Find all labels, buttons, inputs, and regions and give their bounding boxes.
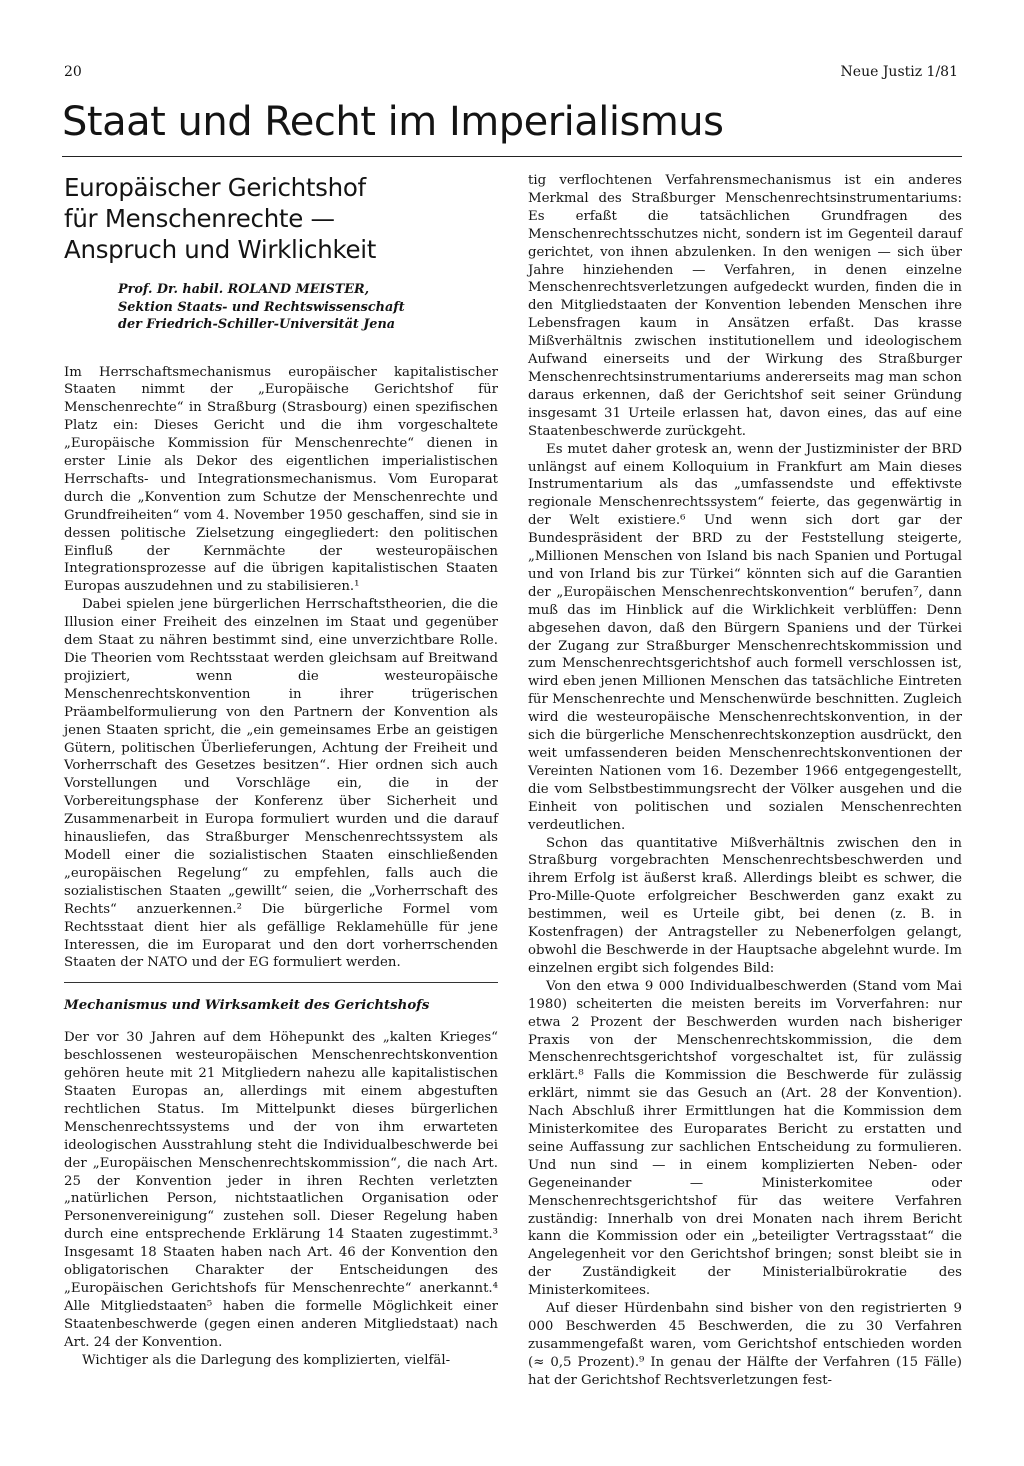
article-title-line: Europäischer Gerichtshof	[64, 173, 366, 202]
author-block	[118, 281, 498, 334]
page-number: 20	[64, 64, 82, 80]
subheading: Mechanismus und Wirksamkeit des Gerichtshofs	[64, 998, 430, 1014]
article-title	[64, 172, 498, 265]
author-affiliation: Sektion Staats- und Rechtswissenschaft	[118, 299, 405, 315]
paragraph: tig verflochtenen Verfahrensmechanismus ist ein anderes Merkmal des Straßburger Menschenrechtsinstrumentariums: Es erfaßt die tatsächlichen Grundfragen des Menschenrechtsschutzes nicht, sondern ist im Gegenteil darauf gerichtet, von ihnen abzulenken. In den wenigen — sich über Jahre hinziehenden — Verfahren, in denen einzelne Menschenrechtsverletzungen aufgedeckt wurden, finden die in den Mitgliedstaaten der Konvention lebenden Menschen ihre Lebensfragen kaum in Ansätzen erfaßt. Das krasse Mißverhältnis zwischen institutionellem und ideologischem Aufwand einerseits und der Wirkung des Straßburger Menschenrechtsinstrumentariums andererseits mag man schon daraus erkennen, daß der Gerichtshof seit seiner Gründung insgesamt 31 Urteile erlassen hat, davon eines, das auf eine Staatenbeschwerde zurückgeht.	[528, 173, 962, 439]
subheading-rule	[64, 982, 498, 983]
left-column	[64, 172, 498, 1370]
header-rule	[62, 156, 962, 157]
article-title-line: für Menschenrechte —	[64, 204, 335, 233]
author-university: der Friedrich-Schiller-Universität Jena	[118, 317, 396, 332]
paragraph: Im Herrschaftsmechanismus europäischer kapitalistischer Staaten nimmt der „Europäische Gerichtshof für Menschenrechte“ in Straßburg (Strasbourg) einen spezifischen Platz ein: Dieses Gericht und die ihm vorgeschaltete „Europäische Kommission für Menschenrechte“ dienen in erster Linie als Dekor des eigentlichen imperialistischen Herrschafts- und Integrationsmechanismus. Vom Europarat durch die „Konvention zum Schutze der Menschenrechte und Grundfreiheiten“ vom 4. November 1950 geschaffen, sind sie in dessen politische Zielsetzung eingegliedert: den politischen Einfluß der Kernmächte der westeuropäischen Integrationsprozesse auf die übrigen kapitalistischen Staaten Europas auszudehnen und zu stabilisieren.¹	[64, 364, 498, 595]
paragraph: Schon das quantitative Mißverhältnis zwischen den in Straßburg vorgebrachten Menschenrechtsbeschwerden und ihrem Erfolg ist äußerst kraß. Allerdings bleibt es schwer, die Pro-Mille-Quote erfolgreicher Beschwerden ganz exakt zu bestimmen, weil es Urteile gibt, bei denen (z. B. in Kostenfragen) der Antragsteller zu Nebenerfolgen gelangt, obwohl die Beschwerde in der Hauptsache abgelehnt wurde. Im einzelnen ergibt sich folgendes Bild:	[528, 835, 962, 976]
paragraph: Es mutet daher grotesk an, wenn der Justizminister der BRD unlängst auf einem Kolloquium in Frankfurt am Main dieses Instrumentarium als das „umfassendste und effektivste regionale Menschenrechtssystem“ feierte, das gegenwärtig in der Welt existiere.⁶ Und wenn sich dort gar der Bundespräsident der BRD zu der Feststellung steigerte, „Millionen Menschen von Island bis nach Spanien und Portugal und von Irland bis zur Türkei“ könnten sich auf die Garantien der „Europäischen Menschenrechtskonvention“ berufen⁷, dann muß das im Hinblick auf die Wirklichkeit verblüffen: Denn abgesehen davon, daß den Bürgern Spaniens und der Türkei der Zugang zur Straßburger Menschenrechtskommission und zum Menschenrechtsgerichtshof auch formell verschlossen ist, wird eben jenen Millionen Menschen das tatsächliche Eintreten für Menschenrechte und Menschenwürde beschnitten. Zugleich wird die westeuropäische Menschenrechtskonvention, in der sich die bürgerliche Menschenrechtskonzeption ausdrückt, den weit umfassenderen beiden Menschenrechtskonventionen der Vereinten Nationen vom 16. Dezember 1966 entgegengestellt, die vom Selbstbestimmungsrecht der Völker ausgehen und die Einheit von politischen und sozialen Menschenrechten verdeutlichen.	[528, 441, 962, 833]
paragraph: Wichtiger als die Darlegung des komplizierten, vielfäl-	[82, 1352, 451, 1368]
author-name: Prof. Dr. habil. ROLAND MEISTER,	[118, 282, 370, 297]
paragraph: Auf dieser Hürdenbahn sind bisher von den registrierten 9 000 Beschwerden 45 Beschwerden, die zu 30 Verfahren zusammengefaßt waren, vom Gerichtshof entschieden worden (≈ 0,5 Prozent).⁹ In genau der Hälfte der Verfahren (15 Fälle) hat der Gerichtshof Rechtsverletzungen fest-	[528, 1301, 962, 1388]
paragraph: Dabei spielen jene bürgerlichen Herrschaftstheorien, die die Illusion einer Freiheit des einzelnen im Staat und gegenüber dem Staat zu nähren bestimmt sind, eine unverzichtbare Rolle. Die Theorien vom Rechtsstaat werden gleichsam auf Breitwand projiziert, wenn die westeuropäische Menschenrechtskonvention in ihrer trügerischen Präambelformulierung von den Partnern der Konvention als jenen Staaten spricht, die „ein gemeinsames Erbe an geistigen Gütern, politischen Überlieferungen, Achtung der Freiheit und Vorherrschaft des Gesetzes besitzen“. Hier ordnen sich auch Vorstellungen und Vorschläge ein, die in der Vorbereitungsphase der Konferenz über Sicherheit und Zusammenarbeit in Europa formuliert wurden und die darauf hinausliefen, das Straßburger Menschenrechtssystem als Modell einer die sozialistischen Staaten einschließenden „europäischen Regelung“ zu empfehlen, falls auch die sozialistischen Staaten „gewillt“ seien, die „Vorherrschaft des Rechts“ anzuerkennen.² Die bürgerliche Formel vom Rechtsstaat dient hier als gefällige Reklamehülle für jene Interessen, die im Europarat und den dort vorherrschenden Staaten der NATO und der EG formuliert werden.	[64, 597, 498, 971]
article-title-line: Anspruch und Wirklichkeit	[64, 235, 377, 264]
journal-name: Neue Justiz 1/81	[840, 64, 958, 80]
paragraph: Von den etwa 9 000 Individualbeschwerden (Stand vom Mai 1980) scheiterten die meisten bereits im Vorverfahren: nur etwa 2 Prozent der Beschwerden wurden nach bisheriger Praxis von der Menschenrechtskommission, die dem Menschenrechtsgerichtshof vorgeschaltet ist, für zulässig erklärt.⁸ Falls die Kommission die Beschwerde für zulässig erklärt, nimmt sie das Gesuch an (Art. 28 der Konvention). Nach Abschluß ihrer Ermittlungen hat die Kommission dem Ministerkomitee des Europarates Bericht zu erstatten und seine Auffassung zur sachlichen Entscheidung zu formulieren. Und nun sind — in einem komplizierten Neben- oder Gegeneinander — Ministerkomitee oder Menschenrechtsgerichtshof für das weitere Verfahren zuständig: Innerhalb von drei Monaten nach ihrem Bericht kann die Kommission oder ein „beteiligter Vertragsstaat“ die Angelegenheit vor den Gerichtshof bringen; sonst bleibt sie in der Zuständigkeit der Ministerialbürokratie des Ministerkomitees.	[528, 978, 962, 1299]
section-title: Staat und Recht im Imperialismus	[62, 99, 724, 145]
right-column	[528, 172, 962, 1390]
paragraph: Der vor 30 Jahren auf dem Höhepunkt des „kalten Krieges“ beschlossenen westeuropäischen Menschenrechtskonvention gehören heute mit 21 Mitgliedern nahezu alle kapitalistischen Staaten Europas an, allerdings mit einem abgestuften rechtlichen Status. Im Mittelpunkt dieses bürgerlichen Menschenrechtssystems und der von ihm erwarteten ideologischen Ausstrahlung steht die Individualbeschwerde bei der „Europäischen Menschenrechtskommission“, die nach Art. 25 der Konvention jeder in ihren Rechten verletzten „natürlichen Person, nichtstaatlichen Organisation oder Personenvereinigung“ zustehen soll. Dieser Regelung haben durch eine entsprechende Erklärung 14 Staaten zugestimmt.³ Insgesamt 18 Staaten haben nach Art. 46 der Konvention den obligatorischen Charakter der Entscheidungen des „Europäischen Gerichtshofs für Menschenrechte“ anerkannt.⁴ Alle Mitgliedstaaten⁵ haben die formelle Möglichkeit einer Staatenbeschwerde (gegen einen anderen Mitgliedstaat) nach Art. 24 der Konvention.	[64, 1030, 498, 1350]
